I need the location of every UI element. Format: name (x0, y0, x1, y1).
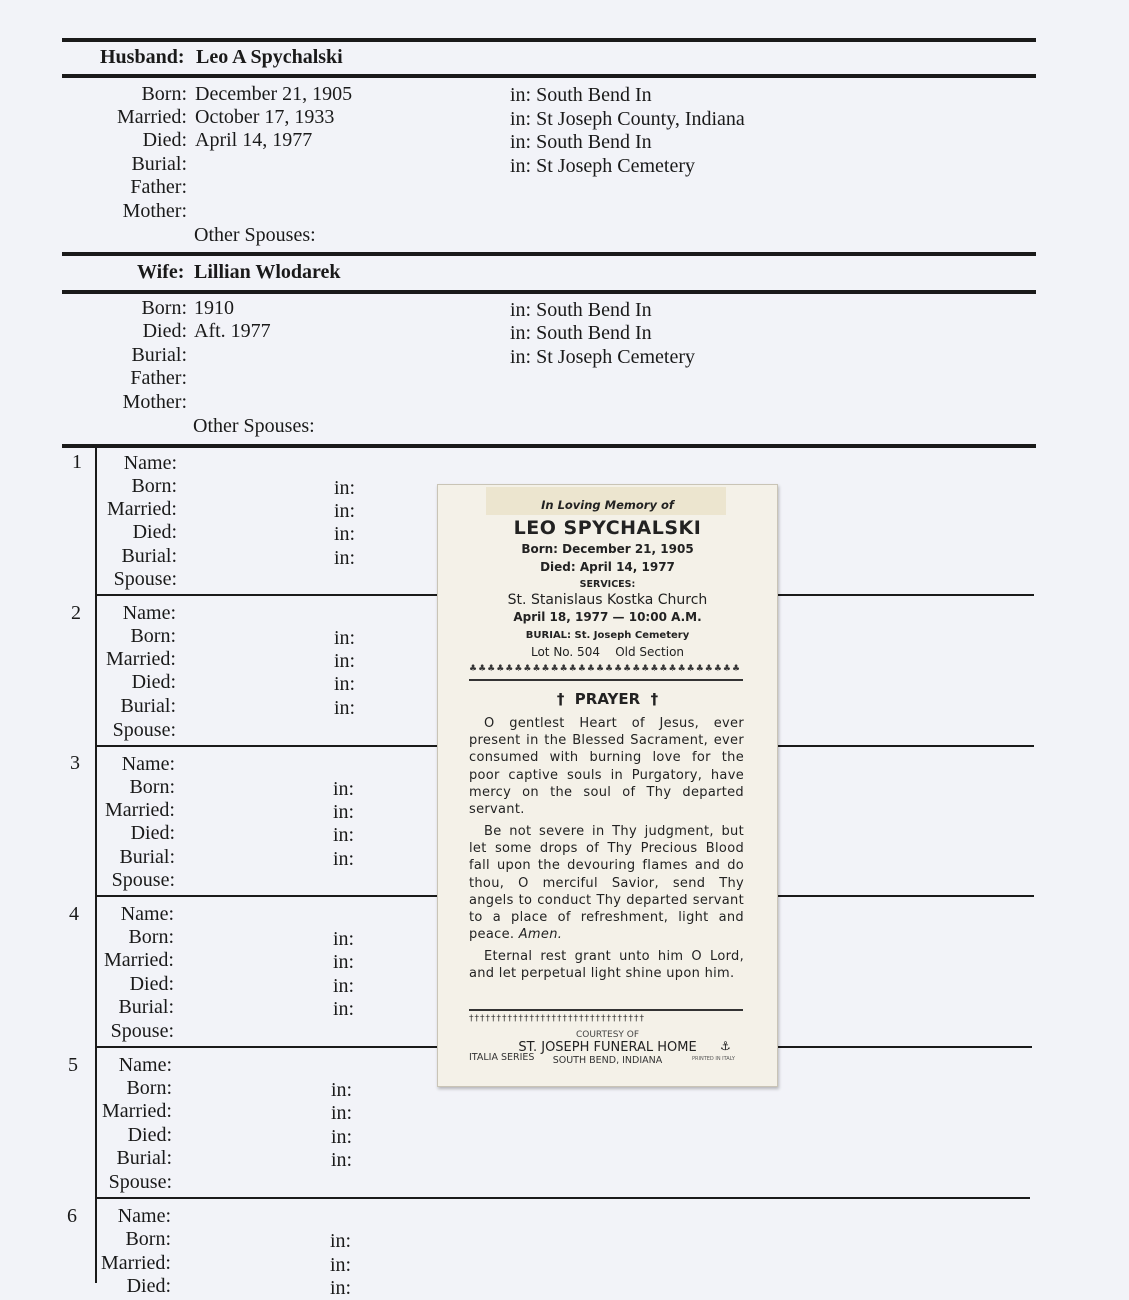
wife-father-label: Father: (130, 367, 187, 389)
card-born: Born: December 21, 1905 (521, 542, 694, 556)
child-burial-in: in: (334, 547, 356, 569)
wife-burial-label: Burial: (131, 344, 187, 366)
child-married-label: Married: (104, 949, 174, 971)
child-died-in: in: (333, 975, 355, 997)
card-church: St. Stanislaus Kostka Church (507, 592, 708, 608)
card-died: Died: April 14, 1977 (540, 560, 675, 574)
child-name-label: Name: (121, 753, 175, 775)
child-born-label: Born: (129, 776, 175, 798)
card-courtesy: COURTESY OF (575, 1030, 640, 1040)
child-name-label: Name: (120, 903, 174, 925)
child-spouse-label: Spouse: (113, 568, 177, 590)
child-married-in: in: (330, 1254, 352, 1276)
husband-married-date: October 17, 1933 (195, 106, 335, 128)
card-series: ITALIA SERIES (469, 1052, 535, 1063)
card-city: SOUTH BEND, INDIANA (552, 1055, 663, 1066)
child-died-in: in: (333, 824, 355, 846)
child-died-label: Died: (129, 973, 174, 995)
child-number: 1 (72, 451, 82, 473)
rule-wife (62, 290, 1036, 294)
card-prayer-para2-text: Be not severe in Thy judgment, but let some drops of Thy Precious Blood fall upon the devouring flames and do thou, O merciful Savior, send Thy angels to conduct Thy departed servant to a place of refreshment, light and peace. (469, 824, 744, 943)
child-number: 2 (71, 602, 81, 624)
child-married-label: Married: (106, 648, 176, 670)
husband-born-date: December 21, 1905 (195, 83, 353, 105)
card-prayer-amen: Amen. (518, 927, 563, 943)
card-in-memory: In Loving Memory of (541, 498, 674, 512)
child-born-in: in: (333, 928, 355, 950)
child-born-label: Born: (131, 475, 177, 497)
child-burial-in: in: (333, 998, 355, 1020)
child-born-in: in: (334, 627, 356, 649)
child-married-label: Married: (105, 799, 175, 821)
child-married-label: Married: (101, 1252, 171, 1274)
child-born-label: Born: (126, 1077, 172, 1099)
husband-born-label: Born: (141, 83, 187, 105)
wife-name: Lillian Wlodarek (194, 261, 341, 283)
wife-died-date: Aft. 1977 (194, 320, 271, 342)
card-funeral-home: ST. JOSEPH FUNERAL HOME (518, 1040, 697, 1055)
child-name-label: Name: (122, 602, 176, 624)
rule-children (62, 444, 1036, 448)
child-burial-in: in: (331, 1149, 353, 1171)
child-born-in: in: (333, 778, 355, 800)
wife-other-spouses-label: Other Spouses: (193, 415, 315, 437)
husband-mother-label: Mother: (122, 200, 187, 222)
child-burial-label: Burial: (121, 545, 177, 567)
husband-married-place: in: St Joseph County, Indiana (510, 108, 745, 130)
wife-born-date: 1910 (194, 297, 234, 319)
child-died-label: Died: (127, 1124, 172, 1146)
child-married-in: in: (334, 650, 356, 672)
child-spouse-label: Spouse: (112, 719, 176, 741)
card-prayer-title: † PRAYER † (556, 690, 659, 708)
child-born-in: in: (334, 477, 356, 499)
card-prayer-para1: O gentlest Heart of Jesus, ever present in the Blessed Sacrament, ever consumed with burning love for the poor captive souls in Purgatory, have mercy on the soul of Thy departed servant. (469, 716, 744, 818)
child-died-label: Died: (126, 1275, 171, 1297)
card-name: LEO SPYCHALSKI (513, 517, 702, 539)
child-number: 3 (70, 752, 80, 774)
husband-died-date: April 14, 1977 (195, 129, 313, 151)
wife-died-place: in: South Bend In (510, 322, 652, 344)
child-name-label: Name: (117, 1205, 171, 1227)
child-born-label: Born: (125, 1228, 171, 1250)
child-married-in: in: (333, 801, 355, 823)
child-name-label: Name: (118, 1054, 172, 1076)
card-service-time: April 18, 1977 — 10:00 A.M. (513, 610, 702, 624)
wife-mother-label: Mother: (122, 391, 187, 413)
husband-father-label: Father: (130, 176, 187, 198)
husband-other-spouses-label: Other Spouses: (194, 224, 316, 246)
child-spouse-label: Spouse: (111, 869, 175, 891)
child-burial-label: Burial: (119, 846, 175, 868)
child-born-label: Born: (128, 926, 174, 948)
wife-born-label: Born: (141, 297, 187, 319)
child-born-in: in: (330, 1230, 352, 1252)
rule-husband (62, 74, 1036, 78)
child-married-in: in: (333, 951, 355, 973)
child-born-in: in: (331, 1079, 353, 1101)
card-lot: Lot No. 504 Old Section (530, 645, 685, 659)
child-name-label: Name: (123, 452, 177, 474)
husband-married-label: Married: (117, 106, 187, 128)
child-died-in: in: (334, 673, 356, 695)
child-married-in: in: (331, 1102, 353, 1124)
child-divider (95, 1197, 1030, 1199)
card-ornament-bottom: †††††††††††††††††††††††††††††††† (469, 1014, 645, 1024)
child-died-label: Died: (132, 521, 177, 543)
child-burial-label: Burial: (120, 695, 176, 717)
card-printed: PRINTED IN ITALY (692, 1056, 735, 1062)
card-prayer-para2 (469, 823, 744, 943)
child-died-in: in: (331, 1126, 353, 1148)
husband-name: Leo A Spychalski (196, 46, 343, 68)
child-burial-label: Burial: (116, 1147, 172, 1169)
wife-died-label: Died: (142, 320, 187, 342)
wife-burial-place: in: St Joseph Cemetery (510, 346, 695, 368)
child-died-label: Died: (131, 671, 176, 693)
child-married-label: Married: (107, 498, 177, 520)
child-number: 6 (67, 1205, 77, 1227)
child-burial-in: in: (334, 697, 356, 719)
card-services-label: SERVICES: (579, 579, 636, 590)
husband-heading-label: Husband: (100, 46, 185, 68)
child-died-in: in: (334, 523, 356, 545)
child-died-label: Died: (130, 822, 175, 844)
husband-died-place: in: South Bend In (510, 131, 652, 153)
rule-top (62, 38, 1036, 42)
child-died-in: in: (330, 1277, 352, 1299)
child-married-label: Married: (102, 1100, 172, 1122)
husband-born-place: in: South Bend In (510, 84, 652, 106)
rule-wife-top (62, 252, 1036, 256)
husband-burial-place: in: St Joseph Cemetery (510, 155, 695, 177)
card-prayer-para3: Eternal rest grant unto him O Lord, and let perpetual light shine upon him. (469, 949, 744, 982)
child-spouse-label: Spouse: (108, 1171, 172, 1193)
child-number: 4 (69, 903, 79, 925)
wife-born-place: in: South Bend In (510, 299, 652, 321)
child-born-label: Born: (130, 625, 176, 647)
card-ornament-top: ♣♣♣♣♣♣♣♣♣♣♣♣♣♣♣♣♣♣♣♣♣♣♣♣♣♣♣♣♣♣ (469, 664, 742, 674)
child-married-in: in: (334, 500, 356, 522)
child-burial-label: Burial: (118, 996, 174, 1018)
card-separator-top (469, 679, 743, 681)
child-burial-in: in: (333, 848, 355, 870)
memorial-card (437, 484, 778, 1087)
card-burial: BURIAL: St. Joseph Cemetery (525, 630, 690, 641)
husband-died-label: Died: (142, 129, 187, 151)
wife-heading-label: Wife: (137, 261, 185, 283)
card-separator-bottom (469, 1009, 743, 1011)
husband-burial-label: Burial: (131, 153, 187, 175)
child-number: 5 (68, 1054, 78, 1076)
child-spouse-label: Spouse: (110, 1020, 174, 1042)
anchor-icon: ⚓ (720, 1039, 731, 1053)
